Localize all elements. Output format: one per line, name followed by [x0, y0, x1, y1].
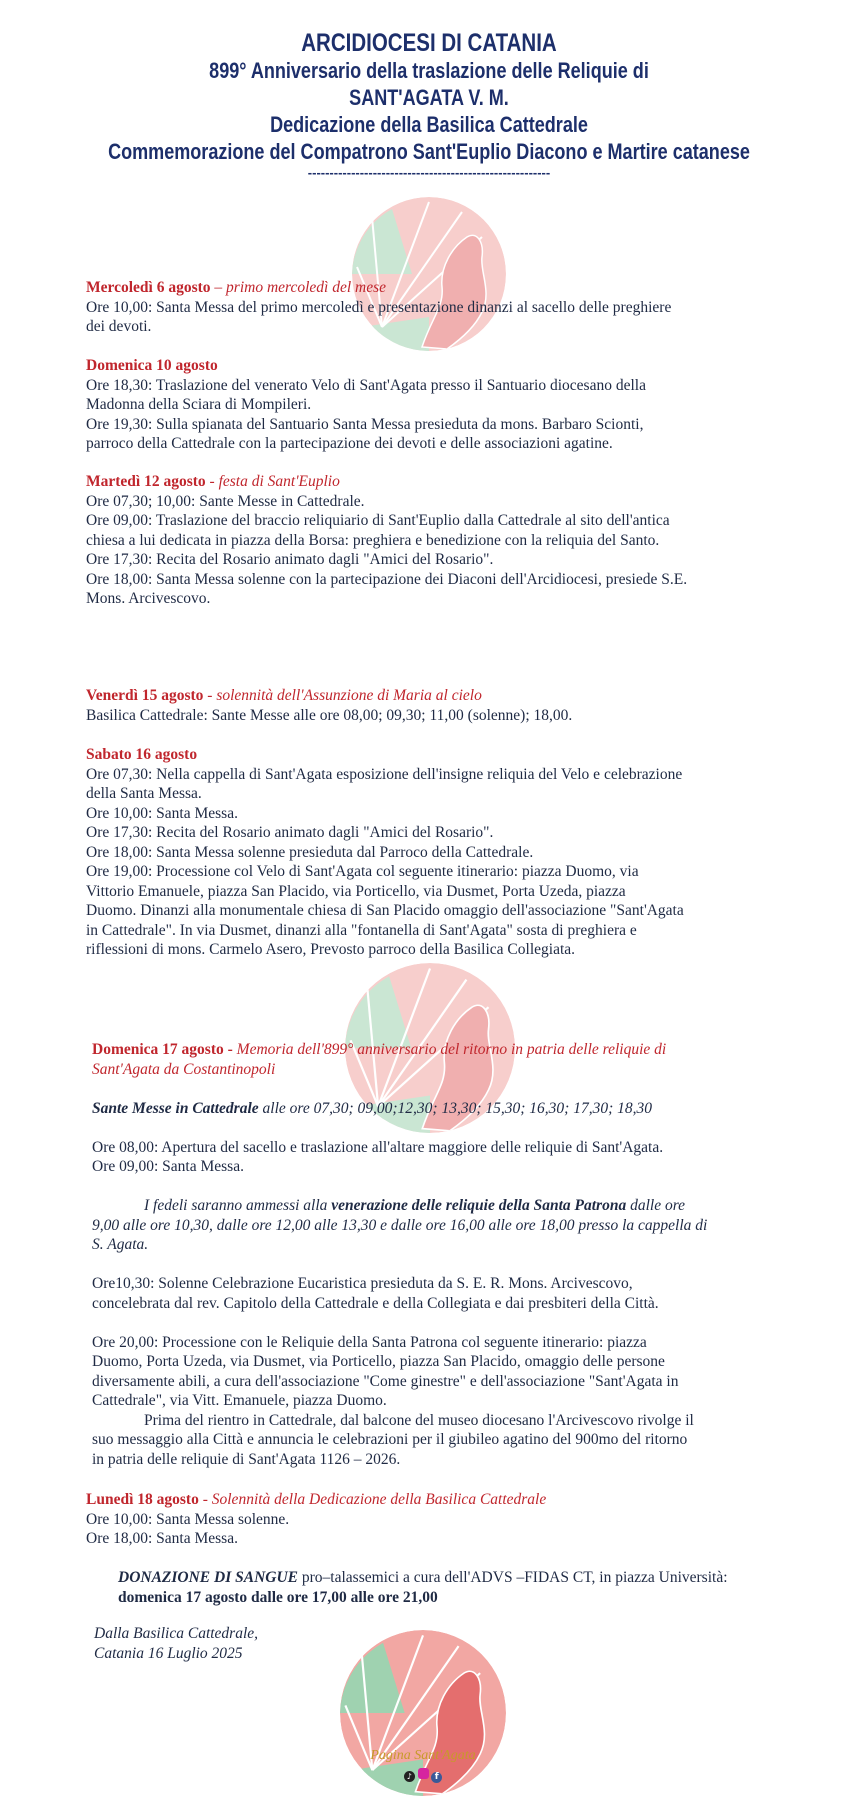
event-text: Ore 07,30; 10,00: Sante Messe in Cattedrale.: [86, 492, 365, 510]
instagram-icon[interactable]: [418, 1768, 429, 1779]
event-text: Ore 17,30: Recita del Rosario animato dagli "Amici del Rosario".: [86, 824, 494, 841]
event-text: Ore 19,00: Processione col Velo di Sant'Agata col seguente itinerario: piazza Duomo, via: [86, 863, 639, 880]
event-text: in Cattedrale". In via Dusmet, dinanzi alla "fontanella di Sant'Agata" sosta di preghiera e: [86, 921, 637, 939]
veneration-hours: 9,00 alle ore 10,30, dalle ore 12,00 alle 13,30 e dalle ore 16,00 alle ore 18,00 presso la cappella di: [92, 1216, 708, 1234]
event-sat-16: [86, 745, 780, 960]
event-text: Ore 18,30: Traslazione del venerato Velo di Sant'Agata presso il Santuario diocesano della: [86, 376, 646, 394]
donation-text: pro–talassemici a cura dell'ADVS –FIDAS CT, in piazza Università:: [298, 1569, 728, 1586]
event-text: Ore 17,30: Recita del Rosario animato dagli "Amici del Rosario".: [86, 551, 494, 568]
event-text: Vittorio Emanuele, piazza San Placido, via Porticello, via Dusmet, Porta Uzeda, piazza: [86, 882, 626, 900]
signature-date: Catania 16 Luglio 2025: [94, 1644, 243, 1662]
donation-label: DONAZIONE DI SANGUE: [118, 1569, 298, 1586]
masses-times: alle ore 07,30; 09,00;12,30; 13,30; 15,30; 16,30; 17,30; 18,30: [258, 1099, 652, 1117]
event-text: concelebrata dal rev. Capitolo della Cattedrale e della Collegiata e dai presbiteri della Città.: [92, 1294, 659, 1312]
event-note-continued: Sant'Agata da Costantinopoli: [92, 1060, 276, 1078]
event-note: Memoria dell'899° anniversario del ritorno in patria delle reliquie di: [236, 1041, 667, 1058]
event-text: Mons. Arcivescovo.: [86, 590, 211, 607]
event-date: Domenica 10 agosto: [86, 357, 218, 374]
event-text: suo messaggio alla Città e annuncia le celebrazioni per il giubileo agatino del 900mo del ritorno: [92, 1431, 688, 1448]
event-note: - festa di Sant'Euplio: [205, 473, 340, 490]
blood-donation-notice: [118, 1568, 768, 1607]
event-text: della Santa Messa.: [86, 785, 202, 802]
event-mon-18: [86, 1490, 780, 1549]
event-note: - solennità dell'Assunzione di Maria al cielo: [203, 687, 482, 704]
pagina-sant-agata-logo: [340, 1630, 506, 1796]
event-wed-6: [86, 278, 780, 337]
event-text: Duomo, Porta Uzeda, via Dusmet, via Porticello, piazza San Placido, omaggio delle persone: [92, 1353, 665, 1370]
saint-name: SANT'AGATA V. M.: [349, 85, 509, 110]
event-text: Duomo. Dinanzi alla monumentale chiesa di San Placido omaggio dell'associazione "Sant'Agata: [86, 902, 684, 919]
event-text: chiesa a lui dedicata in piazza della Borsa: preghiera e benedizione con la reliquia del Santo.: [86, 531, 660, 549]
event-text: in patria delle reliquie di Sant'Agata 1126 – 2026.: [92, 1450, 401, 1468]
event-dash: -: [223, 1041, 237, 1058]
social-icons: [340, 1768, 506, 1783]
event-text: parroco della Cattedrale con la partecipazione dei devoti e delle associazioni agatine.: [86, 435, 613, 452]
masses-label: Sante Messe in Cattedrale: [92, 1099, 259, 1117]
header-separator: --------------------------------------------------------: [307, 165, 551, 180]
event-text: Ore 18,00: Santa Messa solenne presieduta dal Parroco della Cattedrale.: [86, 843, 534, 861]
event-date: Venerdì 15 agosto: [86, 687, 204, 704]
veneration-post: dalle ore: [626, 1197, 686, 1214]
event-date: Sabato 16 agosto: [86, 746, 198, 763]
event-text: Ore 18,00: Santa Messa.: [86, 1530, 238, 1547]
veneration-bold: venerazione delle reliquie della Santa Patrona: [331, 1197, 627, 1214]
donation-when: domenica 17 agosto dalle ore 17,00 alle ore 21,00: [118, 1588, 438, 1606]
facebook-icon[interactable]: f: [431, 1772, 442, 1783]
event-text: Ore10,30: Solenne Celebrazione Eucaristica presieduta da S. E. R. Mons. Arcivescovo,: [92, 1275, 633, 1292]
event-text: Ore 08,00: Apertura del sacello e traslazione all'altare maggiore delle reliquie di Sant'Agata.: [92, 1138, 664, 1156]
event-text: diversamente abili, a cura dell'associazione "Come ginestre" e dell'associazione "Sant'Agata in: [92, 1372, 679, 1390]
logo-caption: Pagina Sant'Agata: [370, 1748, 476, 1763]
event-sun-17: [92, 1040, 764, 1469]
event-text: Basilica Cattedrale: Sante Messe alle ore 08,00; 09,30; 11,00 (solenne); 18,00.: [86, 706, 573, 724]
event-text: Ore 09,00: Traslazione del braccio reliquiario di Sant'Euplio dalla Cattedrale al sito dell'antica: [86, 512, 670, 529]
event-text: Ore 10,00: Santa Messa del primo mercoledì e presentazione dinanzi al sacello delle preghiere: [86, 298, 672, 316]
dedication-line: Dedicazione della Basilica Cattedrale: [270, 112, 588, 137]
event-text: Prima del rientro in Cattedrale, dal balcone del museo diocesano l'Arcivescovo rivolge il: [144, 1411, 694, 1429]
event-note: – primo mercoledì del mese: [210, 279, 387, 296]
event-text: Ore 09,00: Santa Messa.: [92, 1158, 244, 1175]
commemoration-line: Commemorazione del Compatrono Sant'Euplio Diacono e Martire catanese: [108, 139, 750, 164]
veneration-place: S. Agata.: [92, 1236, 149, 1253]
event-date: Domenica 17 agosto: [92, 1041, 224, 1058]
event-text: Ore 10,00: Santa Messa solenne.: [86, 1510, 290, 1528]
event-text: Cattedrale", via Vitt. Emanuele, piazza Duomo.: [92, 1392, 387, 1409]
diocese-title: ARCIDIOCESI DI CATANIA: [301, 29, 557, 57]
event-text: Ore 18,00: Santa Messa solenne con la partecipazione dei Diaconi dell'Arcidiocesi, presiede S.E.: [86, 570, 688, 588]
event-text: Madonna della Sciara di Mompileri.: [86, 396, 312, 413]
event-text: dei devoti.: [86, 318, 152, 335]
event-tue-12: [86, 472, 780, 609]
anniversary-line: 899° Anniversario della traslazione delle Reliquie di: [209, 58, 649, 83]
event-note: - Solennità della Dedicazione della Basilica Cattedrale: [198, 1491, 547, 1508]
event-date: Mercoledì 6 agosto: [86, 279, 211, 296]
event-date: Martedì 12 agosto: [86, 473, 206, 490]
signature: [94, 1624, 258, 1663]
event-sun-10: [86, 356, 780, 454]
event-date: Lunedì 18 agosto: [86, 1491, 199, 1508]
event-text: Ore 07,30: Nella cappella di Sant'Agata esposizione dell'insigne reliquia del Velo e celebrazione: [86, 765, 683, 783]
event-text: Ore 20,00: Processione con le Reliquie della Santa Patrona col seguente itinerario: piazza: [92, 1333, 647, 1351]
veneration-pre: I fedeli saranno ammessi alla: [144, 1197, 332, 1214]
event-text: riflessioni di mons. Carmelo Asero, Prevosto parroco della Basilica Collegiata.: [86, 941, 576, 958]
event-text: Ore 19,30: Sulla spianata del Santuario Santa Messa presieduta da mons. Barbaro Scionti,: [86, 415, 644, 433]
tiktok-icon[interactable]: ♪: [404, 1771, 415, 1782]
signature-place: Dalla Basilica Cattedrale,: [94, 1625, 259, 1642]
event-text: Ore 10,00: Santa Messa.: [86, 804, 238, 822]
header: [0, 30, 858, 181]
event-fri-15: [86, 686, 780, 725]
